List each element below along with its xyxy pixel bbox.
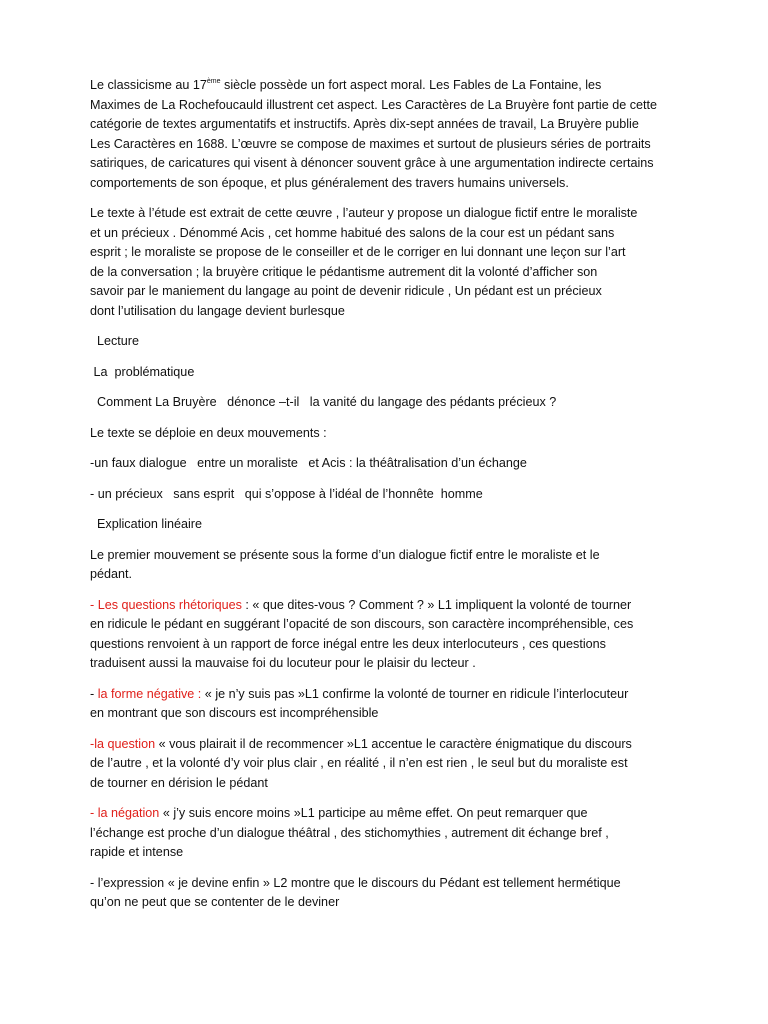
highlighted-term: - la négation <box>90 806 160 820</box>
text-line: traduisent aussi la mauvaise foi du locuteur pour le plaisir du lecteur . <box>90 656 476 670</box>
highlighted-term: la forme négative : <box>97 686 202 701</box>
movement-one: -un faux dialogue entre un moraliste et Acis : la théâtralisation d’un échange <box>90 456 527 470</box>
text-line <box>90 735 680 755</box>
text-line: esprit ; le moraliste se propose de le conseiller et de le corriger en lui donnant une leçon sur l’art <box>90 245 626 259</box>
text-line: en ridicule le pédant en suggérant l’opacité de son discours, son caractère incompréhensible, ces <box>90 617 634 631</box>
text-line: qu’on ne peut que se contenter de le deviner <box>90 895 340 909</box>
text-line <box>90 804 680 824</box>
negative-form-paragraph <box>90 685 680 724</box>
text-line <box>90 685 680 705</box>
text-line: catégorie de textes argumentatifs et instructifs. Après dix-sept années de travail, La Bruyère publie <box>90 117 639 131</box>
text-fragment: : « que dites-vous ? Comment ? » L1 impliquent la volonté de tourner <box>241 597 632 612</box>
text-line: de tourner en dérision le pédant <box>90 775 268 790</box>
intro-paragraph <box>90 76 680 193</box>
text-line: - l’expression « je devine enfin » L2 montre que le discours du Pédant est tellement hermétique <box>90 875 621 890</box>
text-fragment: « vous plairait il de recommencer »L1 accentue le caractère énigmatique du discours <box>155 736 632 751</box>
highlighted-term: -la question <box>90 736 156 751</box>
text-line: Le premier mouvement se présente sous la forme d’un dialogue fictif entre le moraliste et le <box>90 547 600 562</box>
text-line: questions renvoient à un rapport de force inégal entre les deux interlocuteurs , ces questions <box>90 636 606 651</box>
problematique-question: Comment La Bruyère dénonce –t-il la vanité du langage des pédants précieux ? <box>90 395 557 409</box>
question-paragraph <box>90 735 680 794</box>
text-fragment: « je n’y suis pas »L1 confirme la volonté de tourner en ridicule l’interlocuteur <box>201 686 629 701</box>
first-movement-paragraph <box>90 546 680 585</box>
text-line: comportements de son époque, et plus généralement des travers humains universels. <box>90 175 569 190</box>
text-fragment: siècle possède un fort aspect moral. Les Fables de La Fontaine, les <box>220 78 602 92</box>
text-line: pédant. <box>90 567 133 581</box>
section-heading-explication: Explication linéaire <box>90 517 203 531</box>
text-line: en montrant que son discours est incompréhensible <box>90 706 379 720</box>
text-line: Maximes de La Rochefoucauld illustrent cet aspect. Les Caractères de La Bruyère font partie de cette <box>90 97 658 112</box>
rhetorical-questions-paragraph <box>90 596 680 674</box>
text-line <box>90 596 680 616</box>
text-line: rapide et intense <box>90 845 184 859</box>
negation-paragraph <box>90 804 680 863</box>
highlighted-term: - Les questions rhétoriques <box>90 597 242 612</box>
text-line: dont l’utilisation du langage devient burlesque <box>90 303 345 318</box>
text-fragment: - <box>90 686 98 701</box>
text-line <box>90 76 680 96</box>
context-paragraph <box>90 204 680 321</box>
text-line: l’échange est proche d’un dialogue théâtral , des stichomythies , autrement dit échange bref , <box>90 825 609 840</box>
text-line: et un précieux . Dénommé Acis , cet homme habitué des salons de la cour est un pédant sans <box>90 225 615 240</box>
section-heading-problematique: La problématique <box>90 364 195 379</box>
text-line: de la conversation ; la bruyère critique le pédantisme autrement dit la volonté d’afficher son <box>90 264 598 279</box>
text-fragment: « j’y suis encore moins »L1 participe au même effet. On peut remarquer que <box>159 806 588 820</box>
text-line: Les Caractères en 1688. L’œuvre se compose de maximes et surtout de plusieurs séries de portraits <box>90 136 651 151</box>
document-body <box>90 76 680 924</box>
text-line: Le texte à l’étude est extrait de cette œuvre , l’auteur y propose un dialogue fictif entre le moraliste <box>90 206 638 220</box>
movement-two: - un précieux sans esprit qui s’oppose à l’idéal de l’honnête homme <box>90 486 483 501</box>
superscript: ème <box>206 78 221 85</box>
text-line: de l’autre , et la volonté d’y voir plus clair , en réalité , il n’en est rien , le seul but du moraliste est <box>90 756 628 770</box>
text-line: satiriques, de caricatures qui visent à dénoncer souvent grâce à une argumentation indirecte certains <box>90 156 654 170</box>
text-line: savoir par le maniement du langage au point de devenir ridicule , Un pédant est un précieux <box>90 284 602 298</box>
movements-intro: Le texte se déploie en deux mouvements : <box>90 425 327 440</box>
text-fragment: Le classicisme au 17 <box>90 78 207 92</box>
expression-paragraph <box>90 874 680 913</box>
section-heading-lecture: Lecture <box>90 334 140 348</box>
